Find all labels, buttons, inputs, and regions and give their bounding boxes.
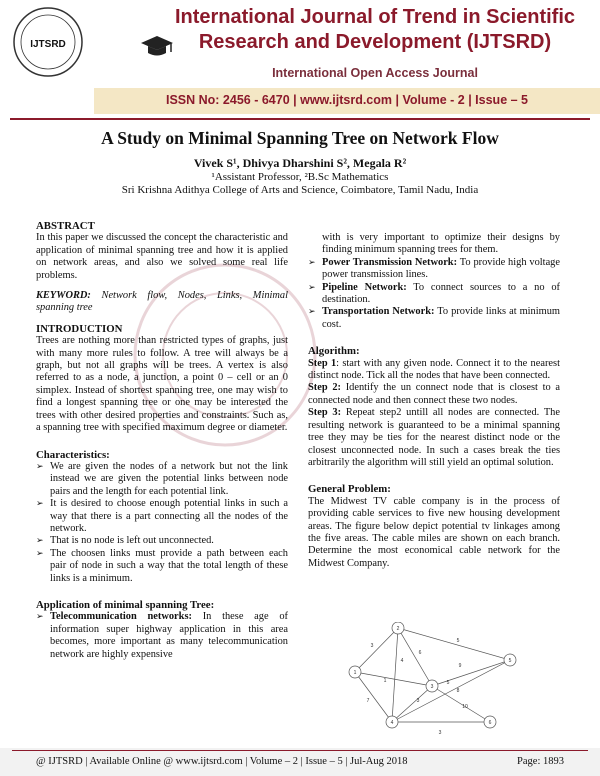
list-item: ➢ The choosen links must provide a path between each pair of node in such a way that the total length of these links is a minimum.: [36, 548, 288, 585]
applications-list-left: [36, 611, 288, 661]
graph-edge: [392, 660, 510, 722]
journal-subtitle: International Open Access Journal: [272, 66, 478, 80]
ijtsrd-logo-icon: [12, 6, 84, 78]
list-item: ➢ Power Transmission Network: To provide high voltage power transmission lines.: [308, 257, 560, 282]
graph-edge-label: 7: [366, 698, 370, 704]
abstract-heading: ABSTRACT: [36, 220, 95, 232]
list-item: ➢ We are given the nodes of a network but not the link instead we are given the potential links between node pairs and the length for each potential link.: [36, 461, 288, 498]
introduction-heading: INTRODUCTION: [36, 322, 123, 335]
svg-text:IJTSRD: IJTSRD: [30, 39, 66, 50]
graph-node-label: 4: [390, 720, 394, 726]
graph-edge: [398, 628, 432, 686]
graph-edge: [355, 672, 432, 686]
list-item: ➢ That is no node is left out unconnected.: [36, 535, 288, 547]
graph-edge-label: 10: [462, 704, 468, 710]
issn-line: ISSN No: 2456 - 6470 | www.ijtsrd.com | Volume - 2 | Issue – 5: [165, 93, 528, 107]
algorithm-heading: Algorithm:: [308, 345, 360, 358]
characteristics-heading: Characteristics:: [36, 448, 110, 461]
list-item: ➢ Transportation Network: To provide links at minimum cost.: [308, 306, 560, 331]
introduction-text: Trees are nothing more than restricted types of graphs, just with many more rules to follow. A tree will always be a graph, but not all graphs will be trees. A vertex is also referred to as a node, a junction, a point 0 – cell or an 0 simplex. Instead of shortest spanning tree, one may wish to find a longest spanning tree or one may be interested the trees with other desired properties and constraints. Such as, a spanning tree with specified maximum degree or diameter.: [36, 335, 288, 434]
paper-authors: Vivek S¹, Dhivya Dharshini S², Megala R²: [193, 156, 407, 170]
application-continued: with is very important to optimize their designs by finding minimum spanning trees for them.: [322, 232, 560, 256]
applications-heading: Application of minimal spanning Tree:: [36, 598, 215, 611]
general-problem-text: The Midwest TV cable company is in the process of providing cable services to five new housing development areas. The figure below depict potential tv linkages among the five areas. The cable miles are shown on each branch. Determine the most economical cable network for the Midwest Company.: [308, 495, 560, 569]
graph-edge-label: 5: [446, 680, 450, 686]
graph-edge-label: 9: [458, 663, 462, 669]
graph-edge-label: 1: [383, 678, 387, 684]
left-column: [36, 220, 288, 661]
graph-edge-label: 3: [438, 730, 442, 736]
journal-header: [0, 0, 600, 118]
graph-edge-label: 3: [416, 698, 420, 704]
algorithm-step-1: Step 1: start with any given node. Connect it to the nearest distinct node. Tick all the nodes that have been connected.: [308, 357, 560, 382]
footer-divider: [12, 750, 588, 751]
page-number: Page: 1893: [517, 756, 564, 767]
abstract-text: In this paper we discussed the concept the characteristic and application of minimal spanning tree and how it is applied on network areas, and also we solved some real life problems.: [36, 232, 288, 281]
affiliation-institution: Sri Krishna Adithya College of Arts and Science, Coimbatore, Tamil Nadu, India: [121, 184, 479, 196]
journal-name-line2: Research and Development (IJTSRD): [198, 31, 552, 53]
graph-node-label: 5: [508, 658, 512, 664]
graph-edge: [432, 686, 490, 722]
algorithm-step-3: Step 3: Repeat step2 untill all nodes are connected. The resulting network is guaranteed to be a minimal spanning tree they may be ties for the nearest distinct node or the closest unconnected node. In such a cases break the ties arbitrarily the algorithm will still yield an optimal solution.: [308, 407, 560, 468]
graph-node-label: 6: [488, 720, 492, 726]
algorithm-step-2: Step 2: Identify the un connect node that is closest to a connected node and then connect these two nodes.: [308, 382, 560, 406]
graph-edge: [398, 628, 510, 660]
affiliation-roles: ¹Assistant Professor, ²B.Sc Mathematics: [211, 171, 389, 183]
list-item: ➢ It is desired to choose enough potential links in such a way that there is a part connecting all the nodes of the network.: [36, 498, 288, 535]
keywords: KEYWORD: Network flow, Nodes, Links, Minimal spanning tree: [36, 290, 288, 314]
graph-node-label: 1: [353, 670, 357, 676]
graph-edge-label: 5: [456, 638, 460, 644]
general-problem-heading: General Problem:: [308, 483, 391, 496]
graph-edge-label: 4: [400, 658, 404, 664]
header-divider: [10, 118, 590, 120]
graph-node-label: 2: [396, 626, 400, 632]
applications-list-right: [308, 257, 560, 331]
right-column: [308, 232, 560, 570]
list-item: ➢ Pipeline Network: To connect sources to a no of destination.: [308, 282, 560, 307]
graph-edge: [355, 672, 392, 722]
network-graph: [340, 622, 540, 742]
characteristics-list: [36, 461, 288, 585]
journal-name-line1: International Journal of Trend in Scientific: [174, 6, 576, 28]
footer-citation: @ IJTSRD | Available Online @ www.ijtsrd.com | Volume – 2 | Issue – 5 | Jul-Aug 2018: [36, 756, 408, 767]
graph-node-label: 3: [430, 684, 434, 690]
graph-edge-label: 6: [418, 650, 422, 656]
graph-edge-label: 3: [370, 643, 374, 649]
list-item: ➢ Telecommunication networks: In these age of information super highway application in this area becomes, more important as many telecommunication network are highly expensive: [36, 611, 288, 661]
graph-edge: [392, 628, 398, 722]
keywords-label: KEYWORD:: [36, 290, 91, 302]
paper-title: A Study on Minimal Spanning Tree on Network Flow: [101, 128, 499, 148]
graph-edge: [432, 660, 510, 686]
graph-edge: [355, 628, 398, 672]
issn-band: [94, 88, 600, 114]
graph-edge-label: 8: [456, 688, 460, 694]
